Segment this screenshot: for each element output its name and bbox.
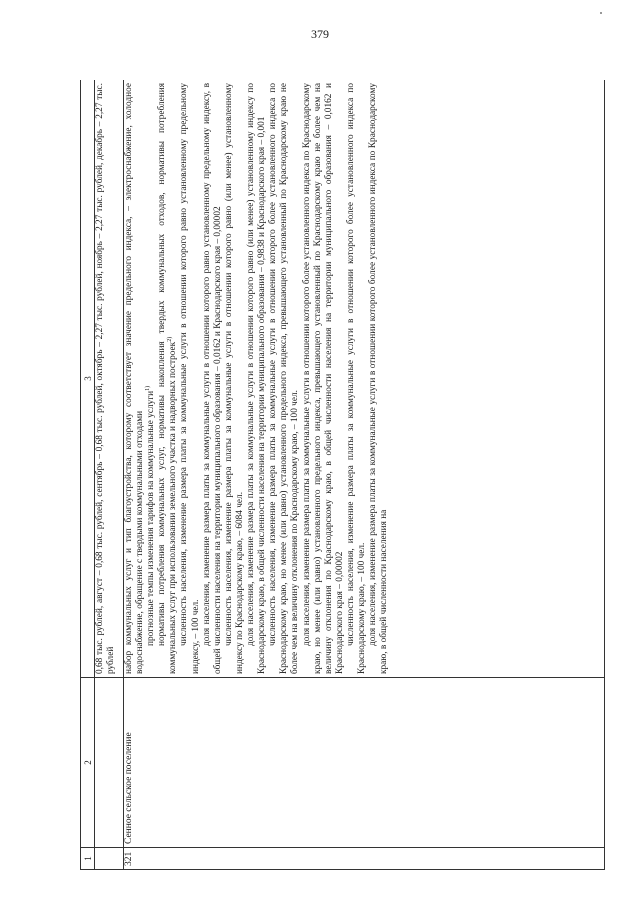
document-table: [80, 80, 605, 870]
detail-paragraph-text: доля населения, изменение размера платы за коммунальные услуги в отношении которого равно (или менее) установленному индексу по Краснодарскому краю, в общей численности населения на территории муниципального образования – 0,9838 и Краснодарского края – 0,001: [246, 83, 268, 674]
detail-paragraph-text: численность населения, изменение размера платы за коммунальные услуги в отношении которого более установленного индекса по Краснодарскому краю, но менее (или равно) установленного предельного индекса, превышающего установленный по Краснодарскому краю не более чем на величину отклонения по Краснодарскому краю, – 100 чел.: [268, 83, 301, 674]
header-col-2: 2: [81, 678, 95, 848]
detail-paragraph-text: численность населения, изменение размера платы за коммунальные услуги в отношении которого равно (или менее) установленному индексу по Краснодарскому краю, – 6084 чел.: [223, 83, 245, 674]
table-header-row: [81, 80, 95, 870]
rotated-table-frame: [80, 80, 605, 870]
continuation-cell-2: [95, 678, 124, 848]
detail-paragraph-text: набор коммунальных услуг и тип благоустройства, которому соответствует значение предельного индекса, – электроснабжение, холодное водоснабжение, обращение с твердыми коммунальными отходами: [124, 83, 146, 674]
detail-paragraph: [179, 83, 201, 674]
detail-paragraph: [246, 83, 268, 674]
detail-paragraph: [202, 83, 224, 674]
header-col-3: 3: [81, 80, 95, 678]
detail-paragraph: [268, 83, 301, 674]
detail-paragraph-text: численность населения, изменение размера платы за коммунальные услуги в отношении которого более установленного индекса по Краснодарскому краю, – 100 чел.: [345, 83, 367, 674]
header-col-1: 1: [81, 848, 95, 870]
detail-paragraph: [146, 83, 157, 674]
row-details: [124, 80, 605, 678]
table-row: [124, 80, 605, 870]
detail-paragraph: [124, 83, 146, 674]
detail-paragraph: [368, 83, 390, 674]
detail-paragraph: [157, 83, 179, 674]
scan-speck: [600, 12, 602, 14]
continuation-text: 0,68 тыс. рублей, август – 0,68 тыс. рублей, сентябрь – 0,68 тыс. рублей, октябрь – 2,27 тыс. рублей, ноябрь – 2,27 тыс. рублей, декабрь – 2,27 тыс. рублей: [95, 80, 124, 678]
footnote-marker: 2): [167, 336, 174, 342]
detail-paragraph-text: нормативы потребления коммунальных услуг, нормативы накопления твердых коммунальных отходов, нормативы потребления коммунальных услуг при использовании земельного участка и надворных построек: [157, 83, 179, 674]
continuation-row: [95, 80, 124, 870]
page-number: 379: [311, 27, 329, 41]
detail-paragraph-text: доля населения, изменение размера платы за коммунальные услуги в отношении которого равно установленному предельному индексу, в общей численности населения на территории муниципального образования – 0,0162 и Краснодарского края – 0,00002: [201, 83, 223, 674]
rotated-table: [80, 80, 605, 870]
row-number: 321: [124, 848, 605, 870]
detail-paragraph-text: доля населения, изменение размера платы за коммунальные услуги в отношении которого более установленного индекса по Краснодарскому краю, в общей численности населения на: [368, 83, 390, 674]
continuation-cell-1: [95, 848, 124, 870]
detail-paragraph: [224, 83, 246, 674]
detail-paragraph-text: доля населения, изменение размера платы за коммунальные услуги в отношении которого более установленного индекса по Краснодарскому краю, но менее (или равно) установленного предельного индекса, превышающего установленный по Краснодарскому краю не более чем на величину отклонения по Краснодарскому краю, в общей численности населения на территории муниципального образования – 0,0162 и Краснодарского края – 0,00002: [301, 83, 345, 674]
settlement-name: Сенное сельское поселение: [124, 678, 605, 848]
detail-paragraph-text: численность населения, изменение размера платы за коммунальные услуги в отношении которого равно установленному предельному индексу, – 100 чел.: [179, 83, 201, 674]
footnote-marker: 1): [145, 385, 152, 391]
detail-paragraph-text: прогнозные темпы изменения тарифов на коммунальные услуги: [146, 390, 157, 646]
detail-paragraph: [346, 83, 368, 674]
detail-paragraph: [302, 83, 346, 674]
